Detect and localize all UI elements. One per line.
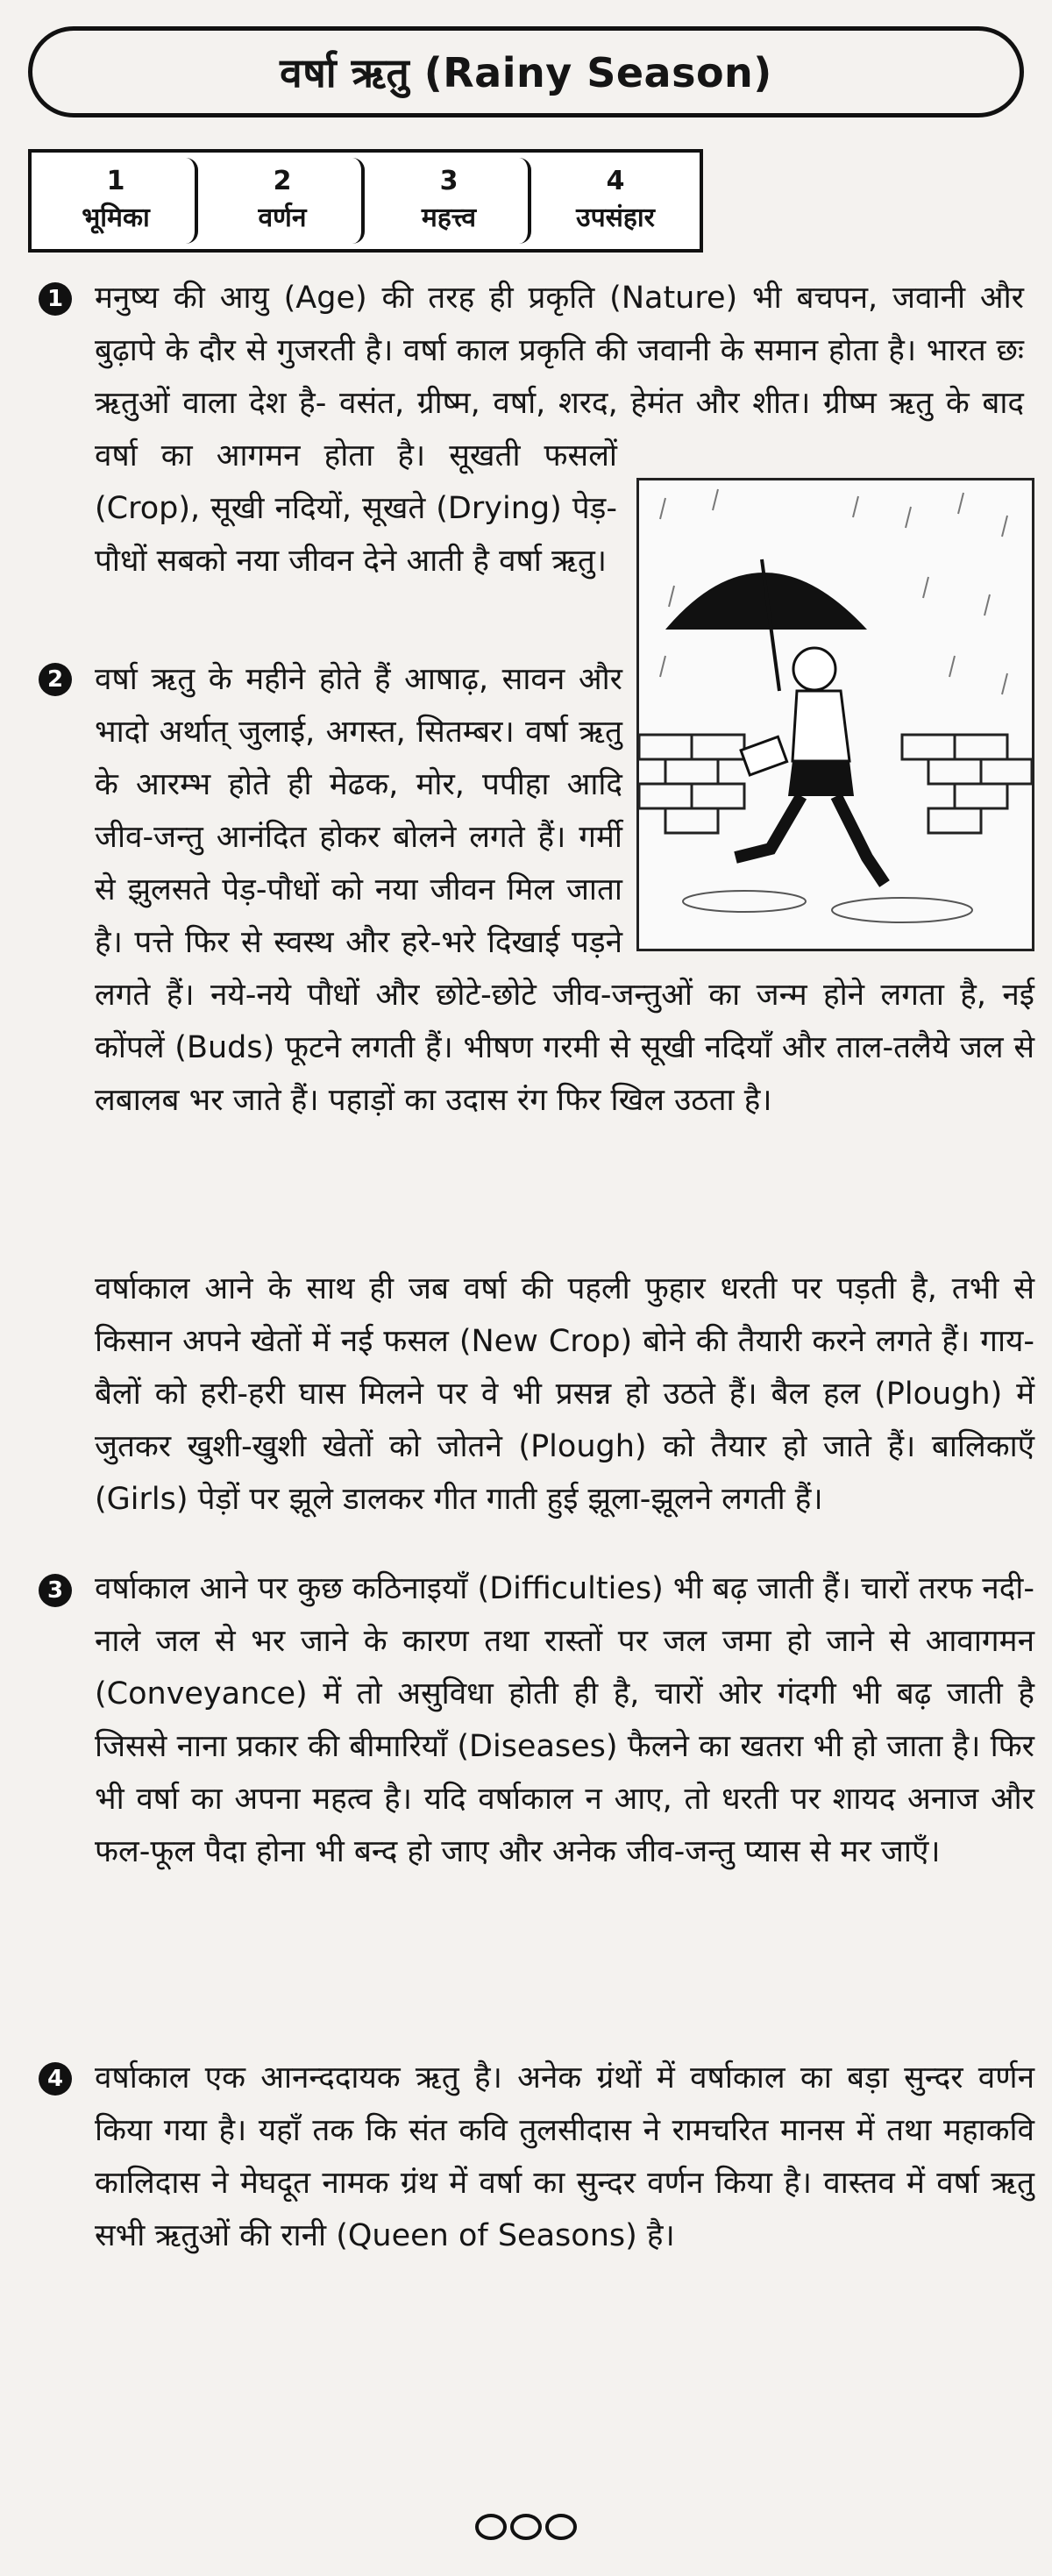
outline-cell-2 — [203, 158, 365, 244]
section-marker-1: 1 — [39, 282, 72, 316]
paragraph-conclusion: वर्षाकाल एक आनन्ददायक ऋतु है। अनेक ग्रंथों में वर्षाकाल का बड़ा सुन्दर वर्णन किया गया है। यहाँ तक कि संत कवि तुलसीदास ने रामचरित मानस में तथा महाकवि कालिदास ने मेघदूत नामक ग्रंथ में वर्षा का सुन्दर वर्णन किया है। वास्तव में वर्षा ऋतु सभी ऋतुओं की रानी (Queen of Seasons) है। — [95, 2060, 1034, 2253]
end-ornament-icon — [473, 2509, 579, 2544]
paragraph-description — [95, 653, 1034, 1127]
outline-table — [28, 149, 703, 253]
page-title: वर्षा ऋतु (Rainy Season) — [28, 26, 1024, 117]
outline-label: महत्त्व — [421, 203, 477, 233]
outline-number: 3 — [439, 166, 458, 196]
paragraph-description-text: वर्षा ऋतु के महीने होते हैं आषाढ़, सावन और भादो अर्थात् जुलाई, अगस्त, सितम्बर। वर्षा ऋतु के आरम्भ होते ही मेढक, मोर, पपीहा आदि जीव-जन्तु आनंदित होकर बोलने लगते हैं। गर्मी से झुलसते पेड़-पौधों को नया जीवन मिल जाता है। पत्ते फिर से स्वस्थ और हरे-भरे दिखाई पड़ने लगते हैं। नये-नये पौधों और छोटे-छोटे जीव-जन्तुओं का जन्म होने लगता है, नई कोंपलें (Buds) फूटने लगती हैं। भीषण गरमी से सूखी नदियाँ और ताल-तलैये जल से लबालब भर जाते हैं। पहाड़ों का उदास रंग फिर खिल उठता है। — [95, 662, 1034, 1118]
outline-label: भूमिका — [82, 203, 150, 233]
outline-label: वर्णन — [258, 203, 307, 233]
outline-number: 4 — [606, 166, 625, 196]
outline-cell-4 — [537, 158, 694, 244]
outline-label: उपसंहार — [576, 203, 655, 233]
section-marker-2: 2 — [39, 663, 72, 696]
outline-number: 1 — [106, 166, 125, 196]
section-marker-4: 4 — [39, 2062, 72, 2096]
outline-cell-3 — [370, 158, 531, 244]
outline-number: 2 — [273, 166, 292, 196]
paragraph-intro-text: मनुष्य की आयु (Age) की तरह ही प्रकृति (Nature) भी बचपन, जवानी और बुढ़ापे के दौर से गुजरती है। वर्षा काल प्रकृति की जवानी के समान होता है। भारत छः ऋतुओं वाला देश है- वसंत, ग्रीष्म, वर्षा, शरद, हेमंत और शीत। ग्रीष्म ऋतु के बाद वर्षा का आगमन होता है। सूखती फसलों (Crop), सूखी नदियों, सूखते (Drying) पेड़-पौधों सबको नया जीवन देने आती है वर्षा ऋतु। — [95, 281, 1024, 579]
paragraph-farming: वर्षाकाल आने के साथ ही जब वर्षा की पहली फुहार धरती पर पड़ती है, तभी से किसान अपने खेतों में नई फसल (New Crop) बोने की तैयारी करने लगते हैं। गाय-बैलों को हरी-हरी घास मिलने पर वे भी प्रसन्न हो उठते हैं। बैल हल (Plough) में जुतकर खुशी-खुशी खेतों को जोतने (Plough) को तैयार हो जाते हैं। बालिकाएँ (Girls) पेड़ों पर झूले डालकर गीत गाती हुई झूला-झूलने लगती हैं। — [95, 1271, 1034, 1517]
section-marker-3: 3 — [39, 1574, 72, 1607]
paragraph-importance: वर्षाकाल आने पर कुछ कठिनाइयाँ (Difficulties) भी बढ़ जाती हैं। चारों तरफ नदी-नाले जल से भर जाने के कारण तथा रास्तों पर जल जमा हो जाने से आवागमन (Conveyance) में तो असुविधा होती ही है, चारों ओर गंदगी भी बढ़ जाती है जिससे नाना प्रकार की बीमारियाँ (Diseases) फैलने का खतरा भी हो जाता है। फिर भी वर्षा का अपना महत्व है। यदि वर्षाकाल न आए, तो धरती पर शायद अनाज और फल-फूल पैदा होना भी बन्द हो जाए और अनेक जीव-जन्तु प्यास से मर जाएँ। — [95, 1571, 1034, 1869]
outline-cell-1 — [37, 158, 198, 244]
